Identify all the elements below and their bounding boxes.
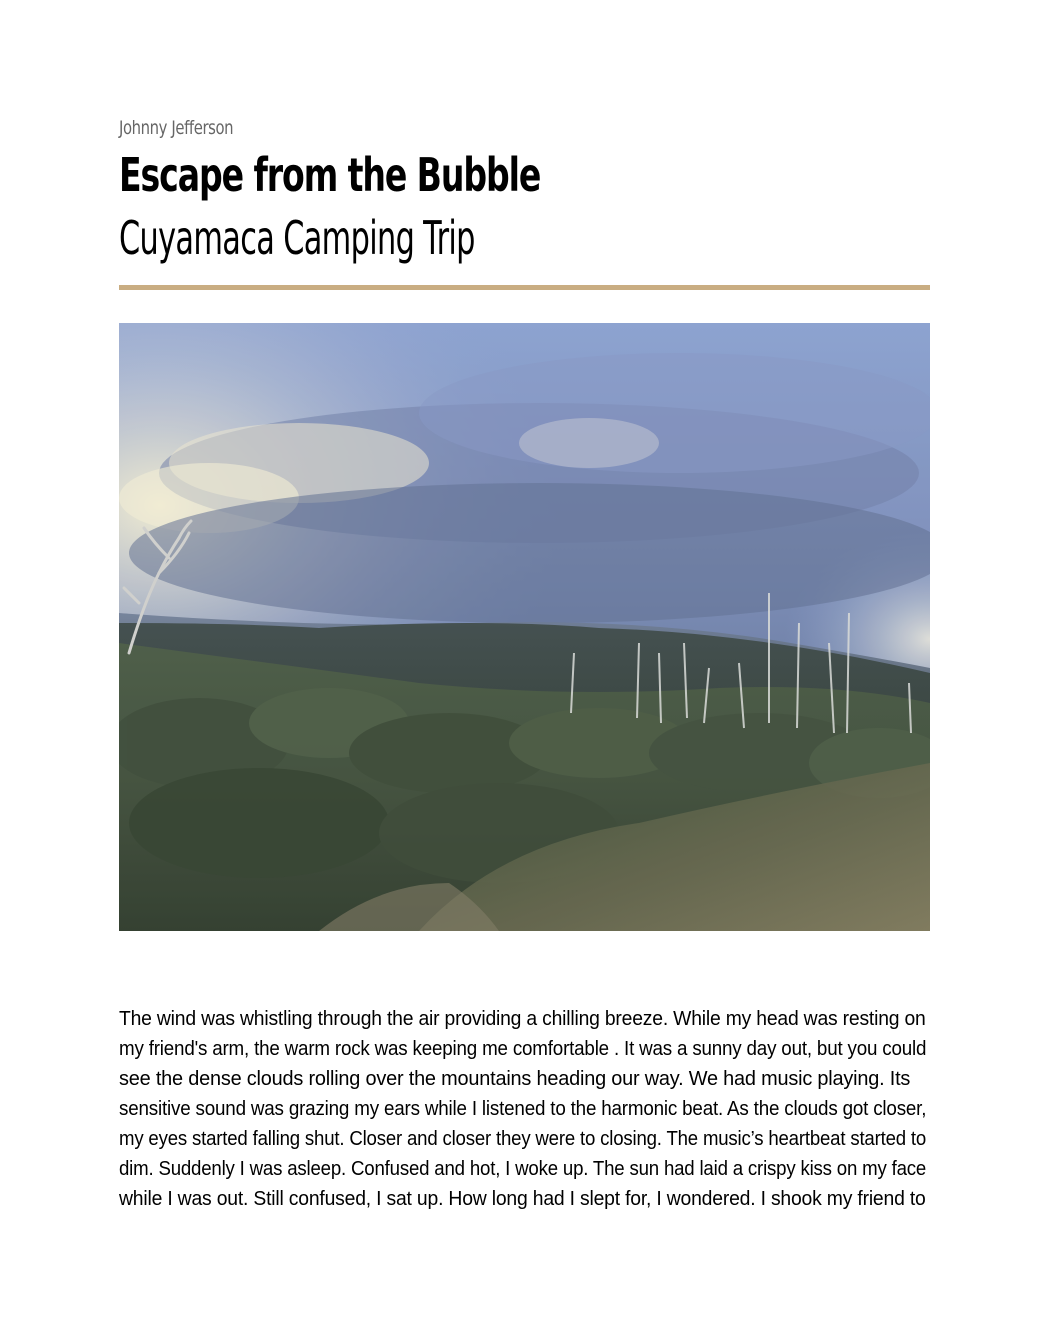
document-page [119, 0, 930, 1324]
body-line: my eyes started falling shut. Closer and closer they were to closing. The music’s heartbeat started to [119, 1128, 927, 1150]
landscape-photo [119, 323, 930, 931]
body-line: see the dense clouds rolling over the mountains heading our way. We had music playing. Its [119, 1068, 911, 1090]
body-line: dim. Suddenly I was asleep. Confused and hot, I woke up. The sun had laid a crispy kiss on my face [119, 1158, 927, 1180]
title-divider [119, 285, 930, 290]
body-line: sensitive sound was grazing my ears while I listened to the harmonic beat. As the clouds got closer, [119, 1098, 927, 1120]
document-subtitle: Cuyamaca Camping Trip [119, 211, 475, 265]
body-line: The wind was whistling through the air providing a chilling breeze. While my head was resting on [119, 1008, 926, 1030]
author-name: Johnny Jefferson [119, 117, 234, 139]
article-body [119, 1004, 930, 1214]
body-line: my friend's arm, the warm rock was keeping me comfortable . It was a sunny day out, but you could [119, 1038, 927, 1060]
body-line: while I was out. Still confused, I sat up. How long had I slept for, I wondered. I shook my friend to [119, 1188, 926, 1210]
document-title: Escape from the Bubble [119, 148, 541, 202]
